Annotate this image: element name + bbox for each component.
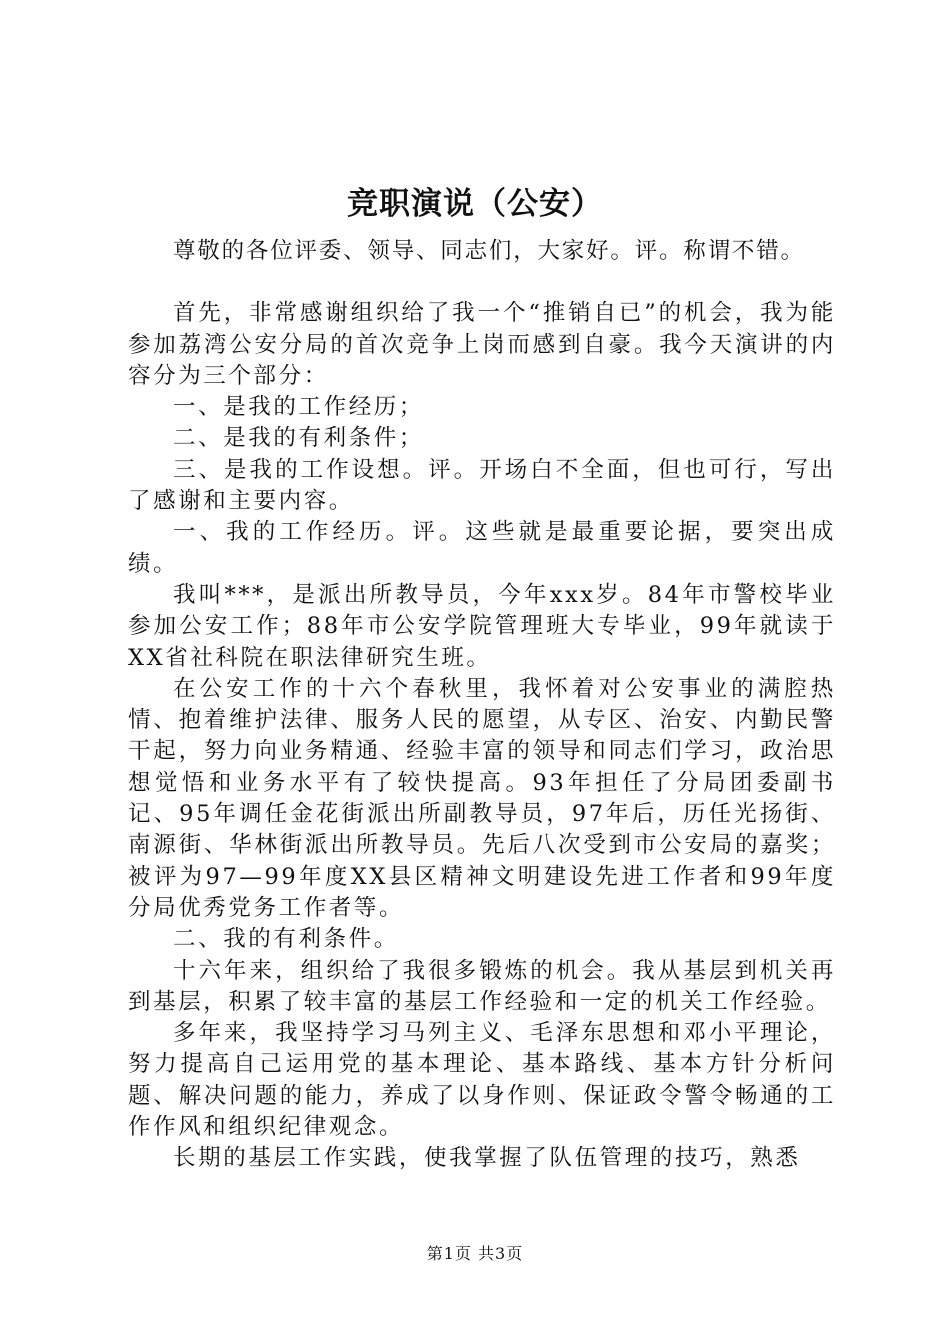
paragraph-self-introduction: 我叫***，是派出所教导员，今年xxx岁。84年市警校毕业参加公安工作；88年市公安学院管理班大专毕业，99年就读于XX省社科院在职法律研究生班。 xyxy=(128,581,836,671)
paragraph-part-one: 一、是我的工作经历； xyxy=(173,394,425,421)
section-heading-advantages: 二、我的有利条件。 xyxy=(173,926,399,953)
paragraph-part-two: 二、是我的有利条件； xyxy=(173,425,425,452)
document-body xyxy=(128,236,836,1175)
page-number-footer: 第1页 共3页 xyxy=(426,1244,524,1263)
document-title: 竞职演说（公安） xyxy=(347,186,603,222)
paragraph-intro: 首先，非常感谢组织给了我一个“推销自已”的机会，我为能参加荔湾公安分局的首次竞争上岗而感到自豪。我今天演讲的内容分为三个部分： xyxy=(128,300,836,389)
paragraph-part-three: 三、是我的工作设想。评。开场白不全面，但也可行，写出了感谢和主要内容。 xyxy=(128,456,836,515)
paragraph-greeting: 尊敬的各位评委、领导、同志们，大家好。评。称谓不错。 xyxy=(173,238,805,264)
paragraph-career: 在公安工作的十六个春秋里，我怀着对公安事业的满腔热情、抱着维护法律、服务人民的愿望，从专区、治安、内勤民警干起，努力向业务精通、经验丰富的领导和同志们学习，政治思想觉悟和业务水平有了较快提高。93年担任了分局团委副书记、95年调任金花街派出所副教导员，97年后，历任光扬街、南源街、华林街派出所教导员。先后八次受到市公安局的嘉奖；被评为97—99年度XX县区精神文明建设先进工作者和99年度分局优秀党务工作者等。 xyxy=(128,675,836,921)
section-heading-work-history: 一、我的工作经历。评。这些就是最重要论据，要突出成绩。 xyxy=(128,519,836,577)
paragraph-practice: 长期的基层工作实践，使我掌握了队伍管理的技巧，熟悉 xyxy=(173,1145,801,1172)
paragraph-study: 多年来，我坚持学习马列主义、毛泽东思想和邓小平理论，努力提高自己运用党的基本理论、基本路线、基本方针分析问题、解决问题的能力，养成了以身作则、保证政令警令畅通的工作作风和组织纪律观念。 xyxy=(128,1020,836,1141)
paragraph-experience: 十六年来，组织给了我很多锻炼的机会。我从基层到机关再到基层，积累了较丰富的基层工作经验和一定的机关工作经验。 xyxy=(128,957,836,1015)
